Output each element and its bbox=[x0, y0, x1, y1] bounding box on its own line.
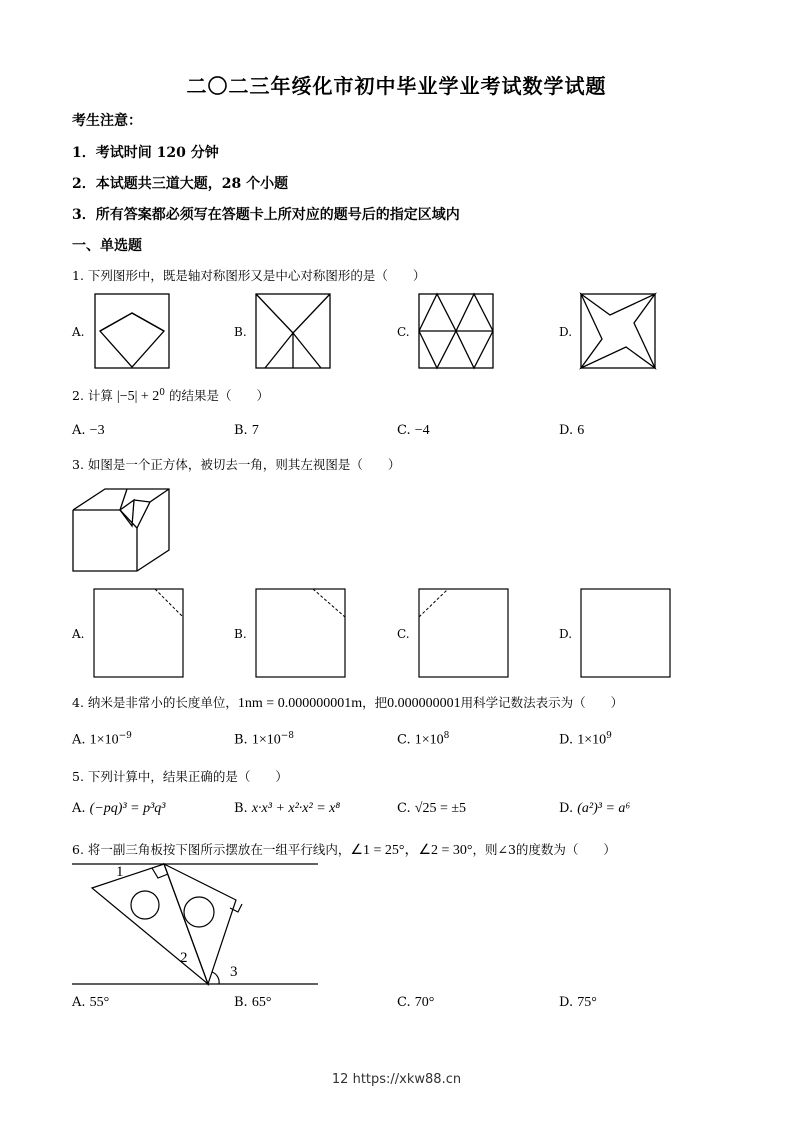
q2-expression: |−5| + 2 bbox=[116, 389, 160, 404]
q4-option-d: D. $1\times 10^9$ bbox=[559, 731, 612, 748]
q3-view-d bbox=[580, 588, 672, 678]
q1-option-d-label: D. bbox=[559, 325, 573, 339]
q2-option-a: A. −3 bbox=[72, 423, 105, 438]
q2-option-b: B. 7 bbox=[234, 423, 259, 438]
q2-option-c: C. −4 bbox=[397, 423, 430, 438]
q5-option-b: B. x·x³ + x²·x² = x⁸ bbox=[234, 801, 341, 816]
q3-cut-cube-figure bbox=[72, 488, 172, 573]
q3-view-a bbox=[93, 588, 185, 678]
q3-view-b bbox=[255, 588, 347, 678]
angle-3-label: 3 bbox=[230, 964, 238, 980]
q4-option-b: B. $1\times 10^{-8}$ bbox=[234, 731, 295, 748]
q1-figure-b bbox=[255, 293, 331, 369]
q1-option-b-label: B. bbox=[234, 325, 247, 339]
q3-option-c-label: C. bbox=[397, 627, 410, 641]
question-6-stem: 6. 将一副三角板按下图所示摆放在一组平行线内，∠1 = 25°，∠2 = 30°，则∠3的度数为（ ） bbox=[72, 842, 616, 858]
q1-option-a-label: A. bbox=[72, 325, 85, 339]
q6-triangle-rulers-figure bbox=[72, 860, 322, 990]
q5-option-c: C. √25 = ±5 bbox=[397, 801, 467, 816]
q4-option-a: A. $1\times 10^{-9}$ bbox=[72, 731, 132, 748]
question-5-stem: 5. 下列计算中，结果正确的是（ ） bbox=[72, 769, 288, 784]
q6-option-d: D. 75° bbox=[559, 995, 597, 1010]
q6-option-b: B. 65° bbox=[234, 995, 272, 1010]
q4-option-c: C. $1\times 10^8$ bbox=[397, 731, 450, 748]
angle-2-label: 2 bbox=[180, 950, 188, 966]
q5-option-a: A. (−pq)³ = p³q³ bbox=[72, 801, 166, 816]
question-2-stem: 2. 计算 $|-5| + 2^0$ 的结果是（ ） bbox=[72, 387, 270, 404]
q3-option-a-label: A. bbox=[72, 627, 85, 641]
q1-option-c-label: C. bbox=[397, 325, 410, 339]
question-3-stem: 3. 如图是一个正方体，被切去一角，则其左视图是（ ） bbox=[72, 457, 401, 472]
page-footer: 12 https://xkw88.cn bbox=[331, 1072, 462, 1087]
question-4-stem: 4. 纳米是非常小的长度单位，1nm = 0.000000001m，把0.000000001用科学记数法表示为（ ） bbox=[72, 695, 624, 711]
notice-item-2: 2．本试题共三道大题，28 个小题 bbox=[72, 176, 289, 192]
angle-1-label: 1 bbox=[116, 864, 124, 880]
q1-figure-c bbox=[418, 293, 494, 369]
notice-item-3: 3．所有答案都必须写在答题卡上所对应的题号后的指定区域内 bbox=[72, 207, 460, 223]
q1-figure-d bbox=[580, 293, 656, 369]
q5-option-d: D. (a²)³ = a⁶ bbox=[559, 801, 631, 816]
q3-option-b-label: B. bbox=[234, 627, 247, 641]
q1-figure-a bbox=[94, 293, 170, 369]
section-heading: 一、单选题 bbox=[72, 238, 142, 254]
notice-item-1: 1．考试时间 120 分钟 bbox=[72, 145, 219, 161]
notice-heading: 考生注意： bbox=[72, 113, 142, 129]
q3-option-d-label: D. bbox=[559, 627, 573, 641]
q2-option-d: D. 6 bbox=[559, 423, 585, 438]
q3-view-c bbox=[418, 588, 510, 678]
question-1-stem: 1. 下列图形中，既是轴对称图形又是中心对称图形的是（ ） bbox=[72, 268, 426, 283]
q6-option-a: A. 55° bbox=[72, 995, 110, 1010]
q6-option-c: C. 70° bbox=[397, 995, 435, 1010]
page-title: 二〇二三年绥化市初中毕业学业考试数学试题 bbox=[186, 74, 607, 98]
